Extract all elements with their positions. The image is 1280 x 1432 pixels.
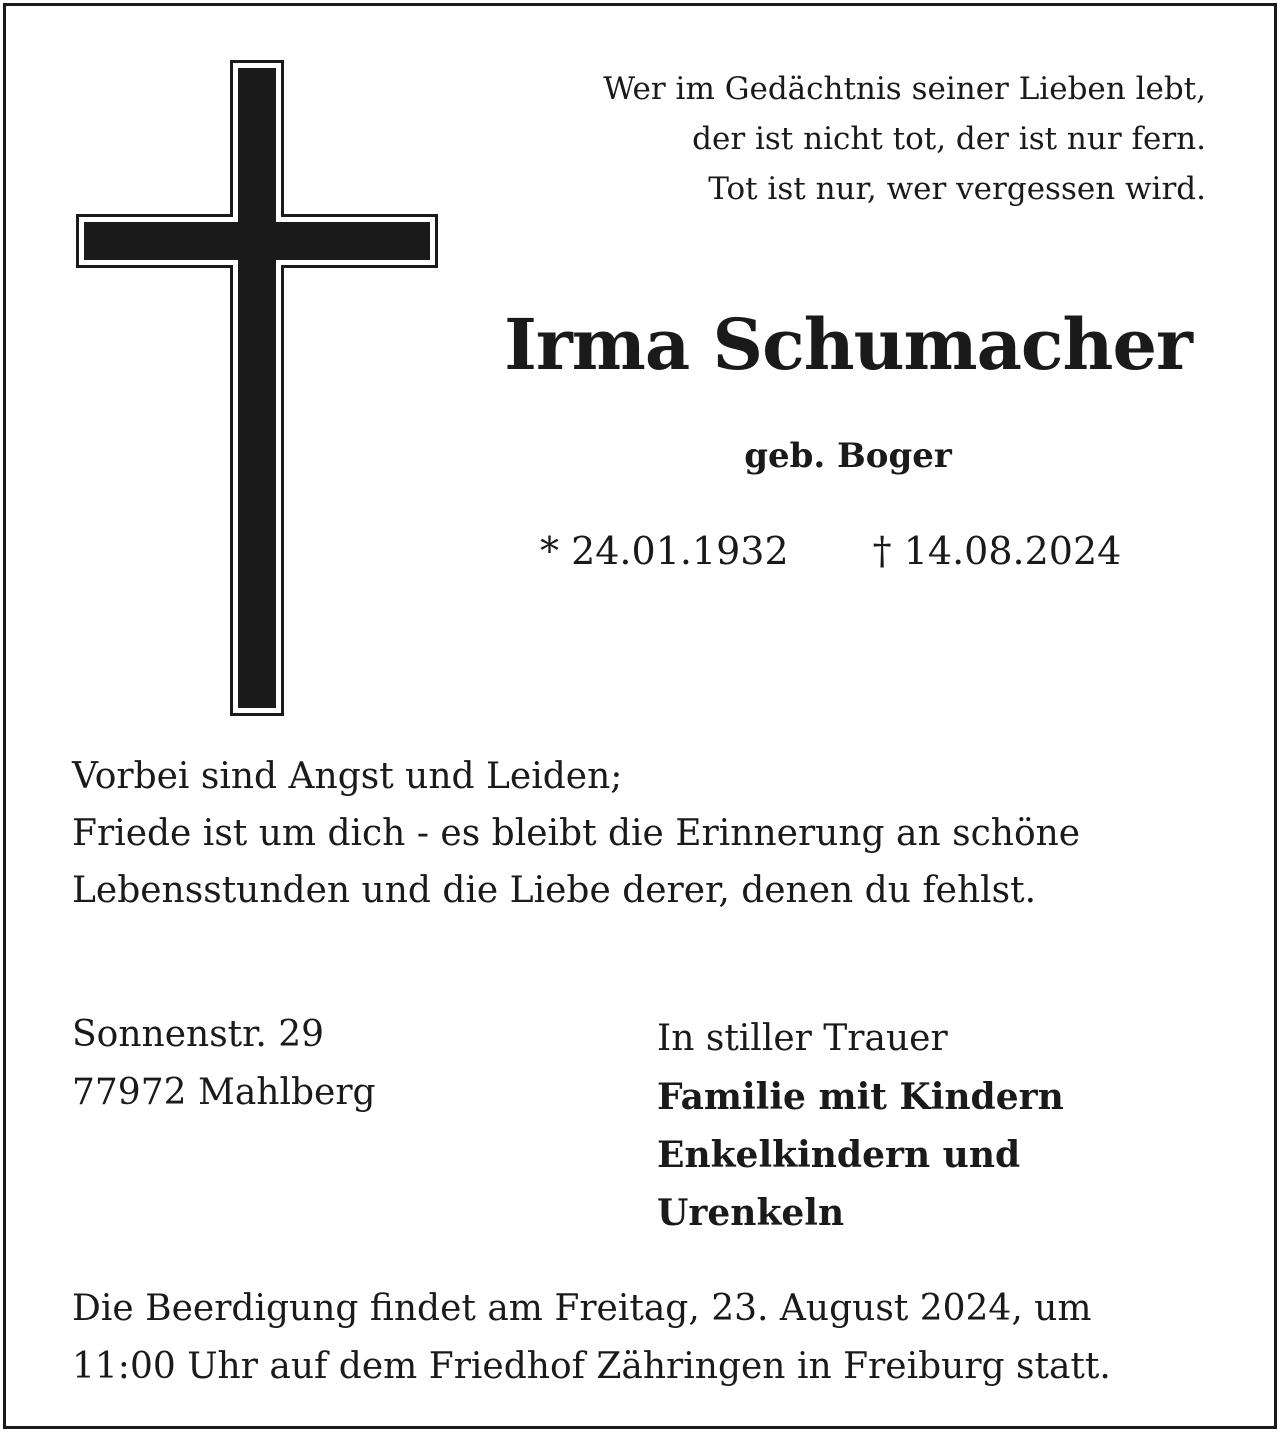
funeral-notice bbox=[72, 1280, 1212, 1396]
mourners-intro: In stiller Trauer bbox=[657, 1018, 948, 1059]
funeral-line: 11:00 Uhr auf dem Friedhof Zähringen in Freiburg statt. bbox=[72, 1346, 1111, 1387]
life-dates bbox=[540, 524, 1121, 578]
poem-line: Friede ist um dich - es bleibt die Erinnerung an schöne bbox=[72, 813, 1081, 854]
maiden-name: geb. Boger bbox=[744, 436, 952, 476]
death-date: † 14.08.2024 bbox=[872, 529, 1122, 573]
family-address bbox=[72, 1006, 376, 1122]
birth-date: * 24.01.1932 bbox=[540, 529, 789, 573]
mourners-line: Enkelkindern und bbox=[657, 1134, 1021, 1176]
poem-line: Lebensstunden und die Liebe derer, denen du fehlst. bbox=[72, 870, 1037, 911]
motto-line: der ist nicht tot, der ist nur fern. bbox=[692, 121, 1206, 157]
mourners-block bbox=[657, 1010, 1064, 1242]
address-city: 77972 Mahlberg bbox=[72, 1072, 376, 1113]
funeral-line: Die Beerdigung findet am Freitag, 23. August 2024, um bbox=[72, 1288, 1092, 1329]
motto-line: Tot ist nur, wer vergessen wird. bbox=[708, 171, 1206, 207]
poem-line: Vorbei sind Angst und Leiden; bbox=[72, 756, 623, 797]
address-street: Sonnenstr. 29 bbox=[72, 1014, 325, 1055]
deceased-name: Irma Schumacher bbox=[504, 303, 1192, 386]
cross-icon bbox=[76, 60, 438, 716]
mourners-line: Urenkeln bbox=[657, 1192, 845, 1234]
mourners-line: Familie mit Kindern bbox=[657, 1076, 1064, 1118]
memorial-poem bbox=[72, 748, 1212, 919]
motto-quote bbox=[506, 64, 1206, 214]
motto-line: Wer im Gedächtnis seiner Lieben lebt, bbox=[603, 71, 1206, 107]
